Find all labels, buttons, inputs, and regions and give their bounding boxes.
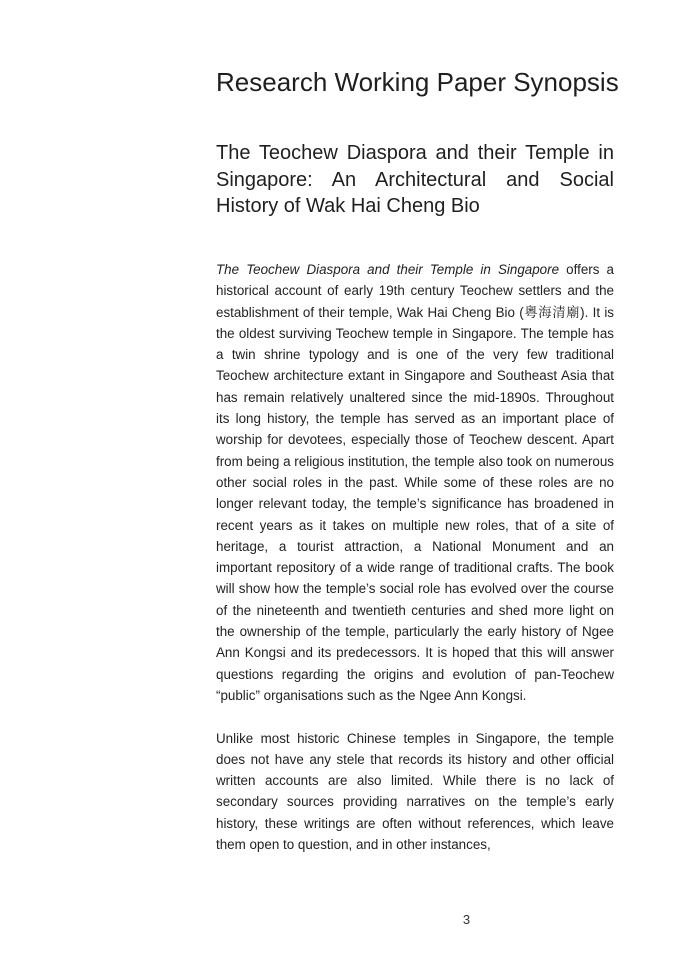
paragraph-1-text: offers a historical account of early 19th century Teochew settlers and the establishment of their temple, Wak Hai Cheng Bio (粵海清廟). It is the oldest surviving Teochew temple in Singapore. The temple has a twin shrine typology and is one of the very few traditional Teochew architecture extant in Singapore and Southeast Asia that has remain relatively unaltered since the mid-1890s. Throughout its long history, the temple has served as an important place of worship for devotees, especially those of Teochew descent. Apart from being a religious institution, the temple also took on numerous other social roles in the past. While some of these roles are no longer relevant today, the temple’s significance has broadened in recent years as it takes on multiple new roles, that of a site of heritage, a tourist attraction, a National Monument and an important repository of a wide range of traditional crafts. The book will show how the temple’s social role has evolved over the course of the nineteenth and twentieth centuries and shed more light on the ownership of the temple, particularly the early history of Ngee Ann Kongsi and its predecessors. It is hoped that this will answer questions regarding the origins and evolution of pan-Teochew “public” organisations such as the Ngee Ann Kongsi. bbox=[216, 262, 615, 703]
synopsis-body bbox=[216, 259, 614, 855]
section-heading: Research Working Paper Synopsis bbox=[216, 67, 619, 97]
paragraph-1 bbox=[216, 259, 614, 706]
page-number: 3 bbox=[462, 912, 471, 927]
book-title-italic: The Teochew Diaspora and their Temple in Singapore bbox=[216, 262, 560, 277]
paper-title: The Teochew Diaspora and their Temple in Singapore: An Architectural and Social History of Wak Hai Cheng Bio bbox=[216, 142, 614, 217]
paragraph-2: Unlike most historic Chinese temples in Singapore, the temple does not have any stele that records its history and other official written accounts are also limited. While there is no lack of secondary sources providing narratives on the temple’s early history, these writings are often without references, which leave them open to question, and in other instances, bbox=[216, 730, 614, 853]
